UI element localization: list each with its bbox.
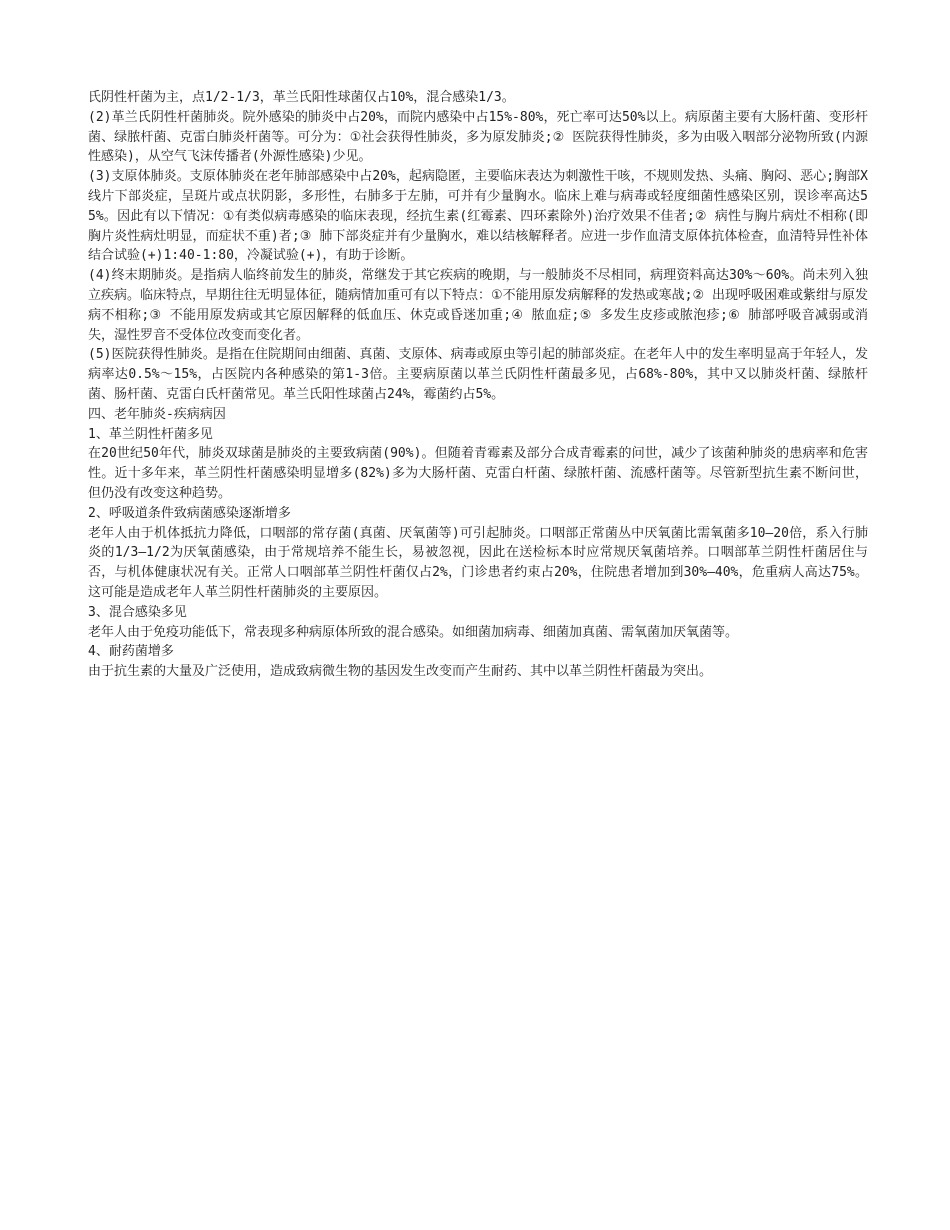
subheading-gram-negative: 1、革兰阴性杆菌多见 bbox=[88, 426, 213, 442]
paragraph-gram-negative-detail: 在20世纪50年代，肺炎双球菌是肺炎的主要致病菌(90%)。但随着青霉素及部分合成青霉素的问世，减少了该菌种肺炎的患病率和危害性。近十多年来，革兰阴性杆菌感染明显增多(82%)多为大肠杆菌、克雷白杆菌、绿脓杆菌、流感杆菌等。尽管新型抗生素不断问世，但仍没有改变这种趋势。 bbox=[88, 446, 868, 501]
paragraph-mixed-infection-detail: 老年人由于免疫功能低下，常表现多种病原体所致的混合感染。如细菌加病毒、细菌加真菌、需氧菌加厌氧菌等。 bbox=[88, 624, 739, 640]
subheading-mixed-infection: 3、混合感染多见 bbox=[88, 604, 187, 620]
document-body bbox=[88, 88, 868, 682]
paragraph-drug-resistance-detail: 由于抗生素的大量及广泛使用，造成致病微生物的基因发生改变而产生耐药、其中以革兰阴性杆菌最为突出。 bbox=[88, 664, 713, 680]
paragraph-terminal-pneumonia: (4)终末期肺炎。是指病人临终前发生的肺炎，常继发于其它疾病的晚期，与一般肺炎不尽相同，病理资料高达30%～60%。尚未列入独立疾病。临床特点，早期往往无明显体征，随病情加重可有以下特点：①不能用原发病解释的发热或寒战;② 出现呼吸困难或紫绀与原发病不相称;③ 不能用原发病或其它原因解释的低血压、休克或昏迷加重;④ 脓血症;⑤ 多发生皮疹或脓泡疹;⑥ 肺部呼吸音减弱或消失，湿性罗音不受体位改变而变化者。 bbox=[88, 268, 868, 343]
paragraph-opportunistic-detail: 老年人由于机体抵抗力降低，口咽部的常存菌(真菌、厌氧菌等)可引起肺炎。口咽部正常菌丛中厌氧菌比需氧菌多10—20倍，系入行肺炎的1/3—1/2为厌氧菌感染，由于常规培养不能生长，易被忽视，因此在送检标本时应常规厌氧菌培养。口咽部革兰阴性杆菌居住与否，与机体健康状况有关。正常人口咽部革兰阴性杆菌仅占2%，门诊患者约束占20%，住院患者增加到30%—40%，危重病人高达75%。这可能是造成老年人革兰阴性杆菌肺炎的主要原因。 bbox=[88, 525, 868, 600]
section-heading-etiology: 四、老年肺炎-疾病病因 bbox=[88, 406, 226, 422]
subheading-opportunistic-infection: 2、呼吸道条件致病菌感染逐渐增多 bbox=[88, 505, 291, 521]
subheading-drug-resistance: 4、耐药菌增多 bbox=[88, 644, 174, 660]
paragraph-hospital-acquired-pneumonia: (5)医院获得性肺炎。是指在住院期间由细菌、真菌、支原体、病毒或原虫等引起的肺部炎症。在老年人中的发生率明显高于年轻人，发病率达0.5%～15%，占医院内各种感染的第1-3倍。主要病原菌以革兰氏阴性杆菌最多见，占68%-80%，其中又以肺炎杆菌、绿脓杆菌、肠杆菌、克雷白氏杆菌常见。革兰氏阳性球菌占24%，霉菌约占5%。 bbox=[88, 347, 868, 402]
paragraph-gram-negative-pneumonia: (2)革兰氏阴性杆菌肺炎。院外感染的肺炎中占20%，而院内感染中占15%-80%，死亡率可达50%以上。病原菌主要有大肠杆菌、变形杆菌、绿脓杆菌、克雷白肺炎杆菌等。可分为：①社会获得性肺炎，多为原发肺炎;② 医院获得性肺炎，多为由吸入咽部分泌物所致(内源性感染)，从空气飞沫传播者(外源性感染)少见。 bbox=[88, 109, 868, 165]
paragraph-intro-continuation: 氏阴性杆菌为主，点1/2-1/3，革兰氏阳性球菌仅占10%，混合感染1/3。 bbox=[88, 90, 515, 105]
paragraph-mycoplasma-pneumonia: (3)支原体肺炎。支原体肺炎在老年肺部感染中占20%，起病隐匿，主要临床表达为刺激性干咳，不规则发热、头痛、胸闷、恶心;胸部X线片下部炎症，呈斑片或点状阴影，多形性，右肺多于左肺，可并有少量胸水。临床上难与病毒或轻度细菌性感染区别，误诊率高达55%。因此有以下情况：①有类似病毒感染的临床表现，经抗生素(红霉素、四环素除外)治疗效果不佳者;② 病性与胸片病灶不相称(即胸片炎性病灶明显，而症状不重)者;③ 肺下部炎症并有少量胸水，难以结核解释者。应进一步作血清支原体抗体检查，血清特异性补体结合试验(+)1:40-1:80，冷凝试验(+)，有助于诊断。 bbox=[88, 169, 868, 264]
